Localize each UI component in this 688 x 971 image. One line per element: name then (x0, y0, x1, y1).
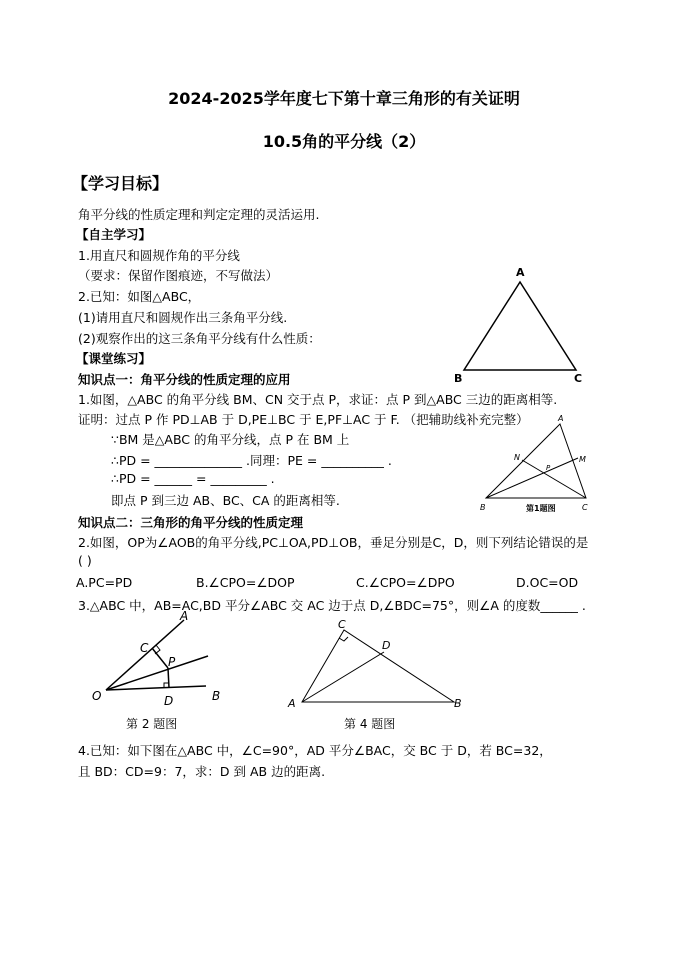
fig1-caption: 第1题图 (526, 504, 556, 513)
fig2-label-o: O (92, 689, 102, 703)
page-subtitle: 10.5角的平分线（2） (262, 132, 426, 151)
fig1-label-n: N (514, 453, 520, 462)
fig4-label-a: A (288, 697, 296, 710)
figure-problem-4 (286, 616, 472, 736)
fig4-caption: 第 4 题图 (344, 717, 396, 731)
vertex-b-label: B (454, 372, 463, 385)
fig1-label-c: C (582, 503, 588, 512)
problem-3: 3.△ABC 中，AB=AC,BD 平分∠ABC 交 AC 边于点 D,∠BDC=75°，则∠A 的度数______ . (78, 598, 586, 613)
self-study-heading: 【自主学习】 (76, 227, 152, 242)
problem-1: 1.如图，△ABC 的角平分线 BM、CN 交于点 P，求证：点 P 到△ABC 三边的距离相等. (78, 392, 558, 407)
problem-4-line-2: 且 BD：CD=9：7，求：D 到 AB 边的距离. (78, 764, 326, 779)
objective-text: 角平分线的性质定理和判定定理的灵活运用. (78, 207, 320, 222)
triangle-abc-figure (448, 262, 588, 386)
fig1-label-p: P (546, 464, 551, 472)
fig1-label-a: A (558, 414, 564, 423)
figure-problem-2 (88, 608, 230, 738)
vertex-a-label: A (516, 266, 525, 279)
problem-1-proof: 证明：过点 P 作 PD⊥AB 于 D,PE⊥BC 于 E,PF⊥AC 于 F. （把辅助线补充完整） (78, 412, 529, 427)
question-1: 1.用直尺和圆规作角的平分线 (78, 248, 240, 263)
question-2-part-2: (2)观察作出的这三条角平分线有什么性质： (78, 331, 321, 346)
problem-2: 2.如图，OP为∠AOB的角平分线,PC⊥OA,PD⊥OB，垂足分别是C，D，则下列结论错误的是 (78, 535, 589, 550)
proof-line-4: 即点 P 到三边 AB、BC、CA 的距离相等. (111, 493, 340, 508)
vertex-c-label: C (574, 372, 583, 385)
figure-problem-1 (478, 410, 600, 516)
question-1-note: （要求：保留作图痕迹，不写做法） (78, 268, 279, 283)
proof-line-3: ∴PD = ______ = _________ . (111, 471, 275, 486)
question-2: 2.已知：如图△ABC， (78, 289, 201, 304)
knowledge-point-1: 知识点一：角平分线的性质定理的应用 (78, 372, 291, 387)
question-2-part-1: (1)请用直尺和圆规作出三条角平分线. (78, 310, 288, 325)
fig1-label-m: M (579, 455, 586, 464)
fig4-label-c: C (338, 618, 346, 631)
proof-line-2: ∴PD = ______________ .同理：PE = __________ . (111, 453, 392, 468)
fig2-label-a: A (180, 609, 189, 623)
fig2-label-c: C (140, 641, 149, 655)
fig4-label-d: D (382, 639, 391, 652)
knowledge-point-2: 知识点二：三角形的角平分线的性质定理 (78, 515, 304, 530)
option-b: B.∠CPO=∠DOP (196, 575, 295, 590)
option-a: A.PC=PD (76, 575, 133, 590)
fig2-label-d: D (164, 694, 174, 708)
problem-4-line-1: 4.已知：如下图在△ABC 中，∠C=90°，AD 平分∠BAC，交 BC 于 D，若 BC=32， (78, 743, 552, 758)
option-d: D.OC=OD (516, 575, 579, 590)
proof-line-1: ∵BM 是△ABC 的角平分线，点 P 在 BM 上 (111, 432, 350, 447)
option-c: C.∠CPO=∠DPO (356, 575, 455, 590)
problem-2-paren: ( ) (78, 553, 92, 568)
fig1-label-b: B (480, 503, 486, 512)
fig4-label-b: B (454, 697, 462, 710)
fig2-label-b: B (212, 689, 221, 703)
page-title: 2024-2025学年度七下第十章三角形的有关证明 (168, 89, 520, 108)
practice-heading: 【课堂练习】 (76, 351, 152, 366)
section-objectives: 【学习目标】 (72, 174, 169, 193)
fig2-label-p: P (168, 655, 176, 669)
fig2-caption: 第 2 题图 (126, 717, 178, 731)
